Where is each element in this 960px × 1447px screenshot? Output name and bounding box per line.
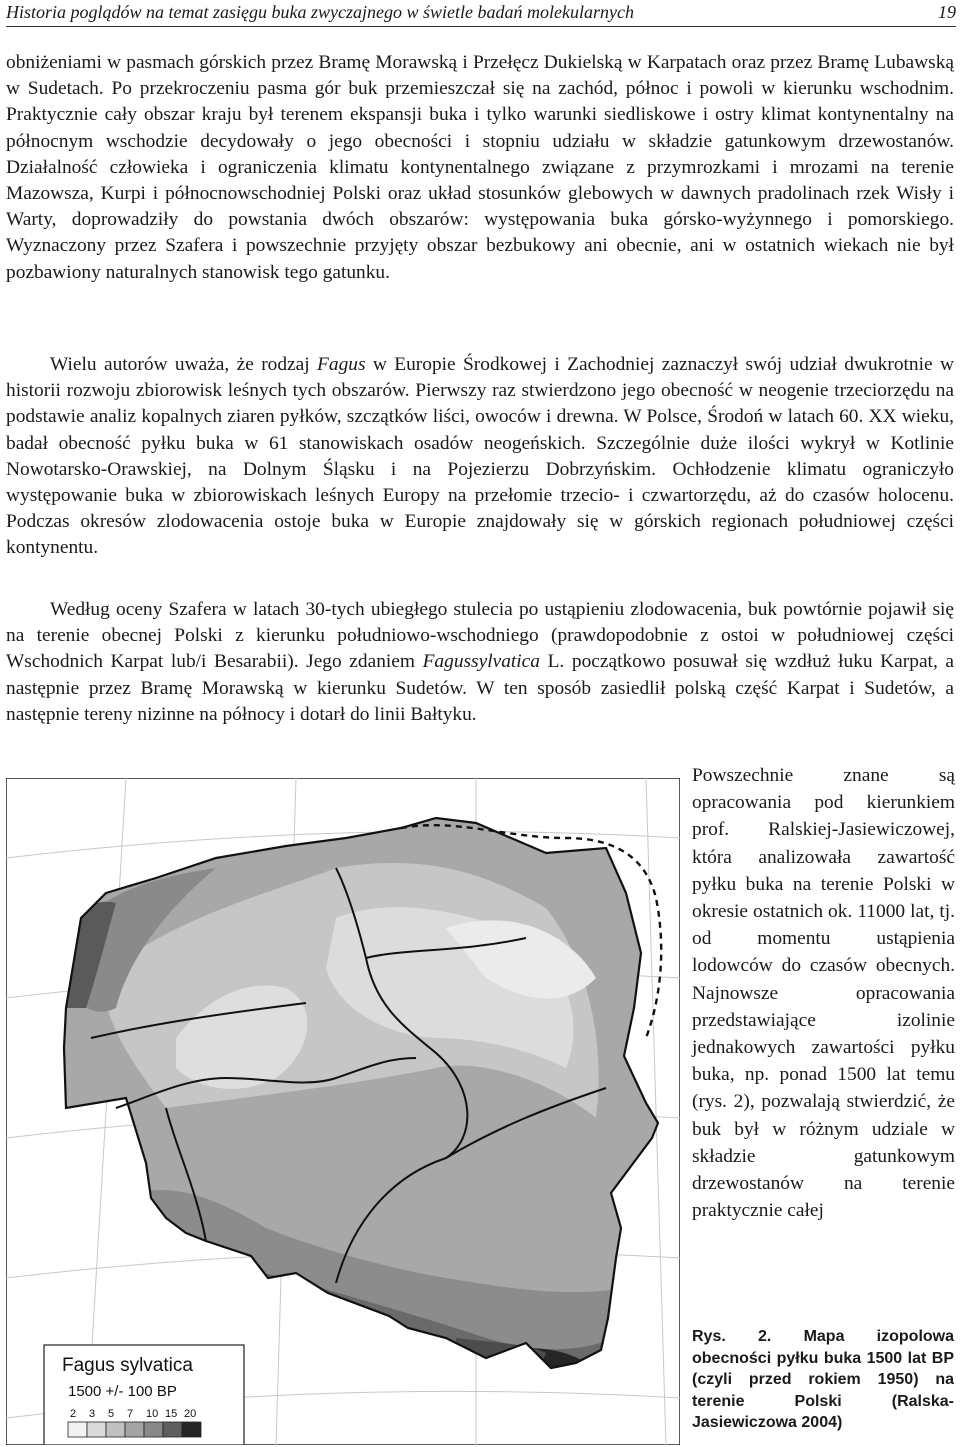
legend-swatch	[144, 1422, 163, 1437]
legend-swatch	[163, 1422, 182, 1437]
figure-caption: Rys. 2. Mapa izopolowa obecności pyłku buka 1500 lat BP (czyli przed rokiem 1950) na terenie Polski (Ralska-Jasiewiczowa 2004)	[692, 1328, 954, 1432]
running-header	[6, 0, 956, 27]
paragraph-2-text-b: w Europie Środkowej i Zachodniej zaznaczył swój udział dwukrotnie w historii rozwoju zbiorowisk leśnych tych obszarów. Pierwszy raz stwierdzono jego obecność w neogenie trzeciorzędu na podstawie analiz kopalnych ziaren pyłków, szczątków liści, owoców i drewna. W Polsce, Środoń w latach 60. XX wieku, badał obecność pyłku buka w 61 stanowiskach osadów neogeńskich. Szczególnie duże ilości wykrył w Kotlinie Nowotarsko-Orawskiej, na Dolnym Śląsku i na Pojezierzu Dobrzyńskim. Ochłodzenie klimatu ograniczyło występowanie buka w zbiorowiskach leśnych Europy na przełomie trzecio- i czwartorzędu, aż do czasów holocenu. Podczas okresów zlodowacenia ostoje buka w Europie znajdowały się w górskich regionach południowej części kontynentu.	[6, 354, 954, 559]
paragraph-3-text-a: Według oceny Szafera w latach 30-tych ubiegłego stulecia po ustąpieniu zlodowacenia, buk powtórnie pojawił się na terenie obecnej Polski z kierunku południowo-wschodniego (prawdopodobnie z ostoi w południowej części Wschodnich Karpat lub/i Besarabii). Jego zdaniem	[6, 599, 954, 673]
side-paragraph: Powszechnie znane są opracowania pod kierunkiem prof. Ralskiej-Jasiewiczowej, która analizowała zawartość pyłku buka na terenie Polski w okresie ostatnich ok. 11000 lat, tj. od momentu ustąpienia lodowców do czasów obecnych. Najnowsze opracowania przedstawiające izolinie jednakowych zawartości pyłku buka, np. ponad 1500 lat temu (rys. 2), pozwalają stwierdzić, że buk był w różnym udziale w składzie gatunkowym drzewostanów na terenie praktycznie całej	[692, 765, 955, 1222]
paragraph-3-text-b: L. początkowo posuwał się wzdłuż łuku Karpat, a następnie przez Bramę Morawską w kierunku Sudetów. W ten sposób zasiedlił polską część Karpat i Sudetów, a następnie tereny nizinne na północy i dotarł do linii Bałtyku.	[6, 651, 954, 725]
legend-tick-label: 7	[127, 1408, 134, 1420]
legend-tick-label: 15	[165, 1408, 178, 1420]
legend-title: Fagus sylvatica	[62, 1355, 193, 1376]
running-title: Historia poglądów na temat zasięgu buka zwyczajnego w świetle badań molekularnych	[6, 2, 634, 22]
legend-swatch	[182, 1422, 201, 1437]
paragraph-2-text-a: Wielu autorów uważa, że rodzaj	[50, 354, 318, 375]
paragraph-1: obniżeniami w pasmach górskich przez Bramę Morawską i Przełęcz Dukielską w Karpatach oraz przez Bramę Lubawską w Sudetach. Po przekroczeniu pasma gór buk przemieszczał się na zachód, północ i powoli w kierunku wschodnim. Praktycznie cały obszar kraju był terenem ekspansji buka i tylko warunki siedliskowe i ostry klimat kontynentalny na północnym wschodzie decydowały o jego obecności i stopniu udziału w składzie gatunkowym drzewostanów. Działalność człowieka i ograniczenia klimatu kontynentalnego związane z przymrozkami i mrozami na terenie Mazowsza, Kurpi i północnowschodniej Polski oraz układ stosunków glebowych w dawnych pradolinach rzek Wisły i Warty, doprowadziły do powstania dwóch obszarów: występowania buka górsko-wyżynnego i pomorskiego. Wyznaczony przez Szafera i powszechnie przyjęty obszar bezbukowy ani obecnie, ani w ostatnich wiekach nie był pozbawiony naturalnych stanowisk tego gatunku.	[6, 52, 954, 283]
legend-tick-label: 3	[89, 1408, 96, 1420]
pollen-isopoll-map	[6, 778, 680, 1445]
legend-tick-label: 5	[108, 1408, 115, 1420]
page-number: 19	[938, 2, 956, 22]
paragraph-2	[6, 352, 954, 562]
legend-swatch	[87, 1422, 106, 1437]
genus-name: Fagus	[317, 354, 366, 375]
legend-tick-label: 2	[70, 1408, 77, 1420]
legend-tick-label: 20	[184, 1408, 197, 1420]
legend-tick-label: 10	[146, 1408, 159, 1420]
paragraph-3	[6, 597, 954, 728]
legend-color-scale	[68, 1422, 201, 1437]
legend-box	[44, 1345, 244, 1445]
legend-swatch	[68, 1422, 87, 1437]
legend-swatch	[125, 1422, 144, 1437]
species-name: Fagussylvatica	[422, 651, 540, 673]
legend-swatch	[106, 1422, 125, 1437]
legend-subtitle: 1500 +/- 100 BP	[68, 1383, 177, 1400]
